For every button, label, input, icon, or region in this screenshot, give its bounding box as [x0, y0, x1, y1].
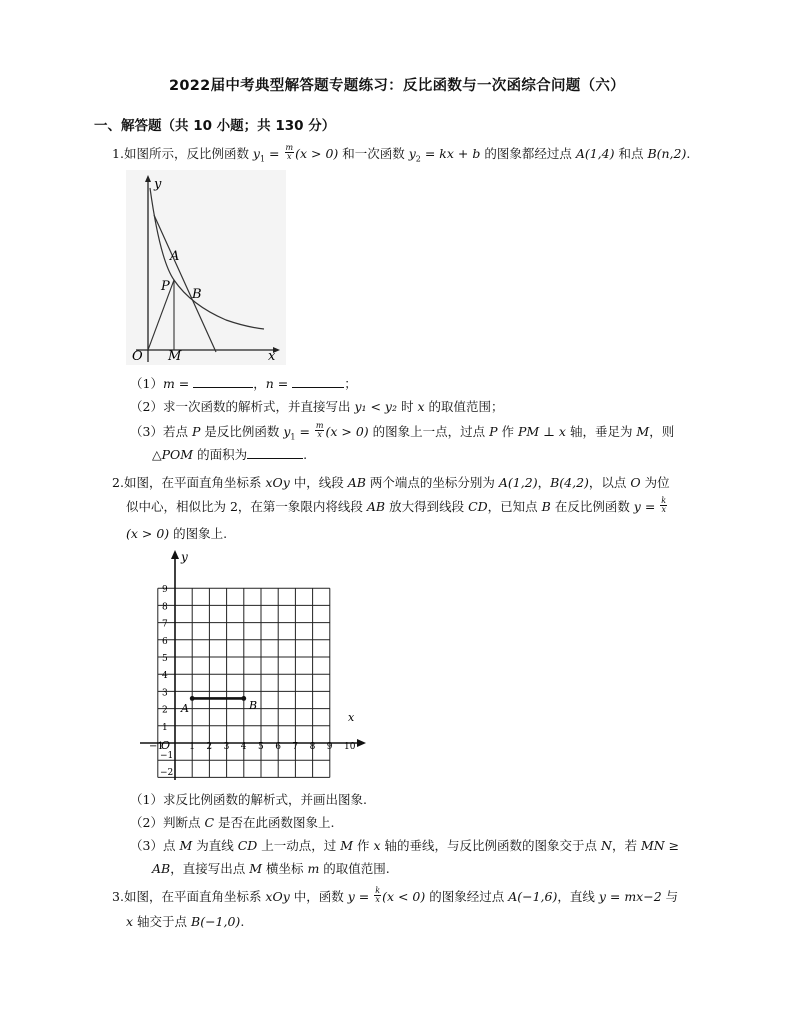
y-axis-arrow [171, 550, 179, 559]
point-a-label: A [181, 702, 189, 715]
q3-stem-line1: 3.如图，在平面直角坐标系 xOy 中，函数 y = $\frac{k}{x}$ (x < 0) 的图象经过点 A(−1,6)，直线 y = mx−2 与 [112, 886, 679, 904]
q2-sub1: （1）求反比例函数的解析式，并画出图象. [130, 792, 367, 807]
q1-sub1: （1）m = ，n = ； [130, 376, 357, 391]
origin-label: O [132, 349, 143, 364]
q1-sub3-line2: △POM 的面积为 . [152, 447, 308, 462]
y-tick-label: 3 [162, 688, 168, 699]
figure-1-background [126, 170, 286, 365]
q2-sub2: （2）判断点 C 是否在此函数图象上. [130, 815, 335, 830]
answer-blank-n [292, 375, 344, 388]
y-tick-label: 2 [162, 705, 168, 716]
x-axis-arrow [357, 739, 366, 747]
answer-blank-area [247, 446, 303, 459]
y-axis-label: y [154, 177, 162, 192]
q3-stem-line2: x 轴交于点 B(−1,0). [126, 914, 245, 929]
y-tick-label: 7 [162, 619, 168, 630]
axis-tick-labels [162, 585, 356, 752]
answer-blank-m [193, 375, 253, 388]
y-tick-label: 5 [162, 654, 168, 664]
x-tick-neg-1: −1 [149, 741, 164, 752]
x-tick-label: 5 [258, 742, 264, 752]
figure-1-graph [126, 170, 286, 365]
y-tick-label: 1 [162, 722, 168, 733]
x-tick-label: 7 [292, 742, 299, 752]
q2-stem-line1: 2.如图，在平面直角坐标系 xOy 中，线段 AB 两个端点的坐标分别为 A(1,2)，B(4,2)，以点 O 为位 [112, 475, 670, 490]
page-title: 2022届中考典型解答题专题练习：反比函数与一次函综合问题（六） [169, 78, 625, 94]
y-tick-neg-1: −1 [160, 751, 174, 761]
point-a [190, 696, 195, 701]
point-b-label: B [249, 699, 258, 712]
q1-stem: 1.如图所示，反比例函数 $y_1$ = $\frac{m}{x}$ (x > 0) 和一次函数 $y_2$ = kx + b 的图象都经过点 A(1,4) 和点 B(n,2). [112, 143, 691, 164]
y-axis-label: y [181, 550, 188, 564]
x-tick-label: 3 [223, 742, 230, 752]
y-tick-label: 4 [162, 671, 168, 682]
point-b-label: B [192, 287, 202, 302]
fraction-m-over-x: $\frac{m}{x}$ [285, 143, 294, 161]
x-tick-label: 6 [275, 742, 281, 752]
q2-stem-line3: (x > 0) 的图象上. [126, 526, 228, 541]
q1-sub2: （2）求一次函数的解析式，并直接写出 y₁ < y₂ 时 x 的取值范围； [130, 399, 504, 414]
x-tick-label: 8 [309, 742, 316, 752]
y-tick-label: 6 [162, 636, 168, 647]
x-tick-label: 1 [189, 742, 195, 752]
y-tick-label: 8 [162, 602, 168, 613]
point-m-label: M [168, 349, 182, 364]
q2-sub3-line2: AB，直接写出点 M 横坐标 m 的取值范围. [152, 861, 390, 876]
y-tick-neg-2: −2 [160, 768, 174, 778]
section-heading: 一、解答题（共 10 小题；共 130 分） [94, 118, 336, 134]
origin-label: O [161, 739, 171, 752]
x-tick-label: 2 [206, 742, 213, 752]
x-tick-label: 9 [326, 742, 333, 752]
x-axis-label: x [348, 711, 355, 724]
q2-sub3-line1: （3）点 M 为直线 CD 上一动点，过 M 作 x 轴的垂线，与反比例函数的图象交于点 N，若 MN ≥ [130, 838, 680, 853]
x-tick-label: 4 [240, 742, 247, 752]
point-b [241, 696, 246, 701]
figure-2-grid [140, 548, 370, 783]
point-a-label: A [170, 249, 180, 264]
q2-stem-line2: 似中心，相似比为 2，在第一象限内将线段 AB 放大得到线段 CD，已知点 B 在反比例函数 y = $\frac{k}{x}$ [126, 496, 667, 514]
point-p-label: P [161, 279, 170, 294]
x-tick-label: 10 [344, 742, 356, 752]
x-axis-label: x [268, 349, 276, 364]
y-tick-label: 9 [162, 585, 168, 596]
q1-sub3-line1: （3）若点 P 是反比例函数 $y_1$ = $\frac{m}{x}$ (x > 0) 的图象上一点，过点 P 作 PM ⊥ x 轴，垂足为 M，则 [130, 421, 675, 442]
